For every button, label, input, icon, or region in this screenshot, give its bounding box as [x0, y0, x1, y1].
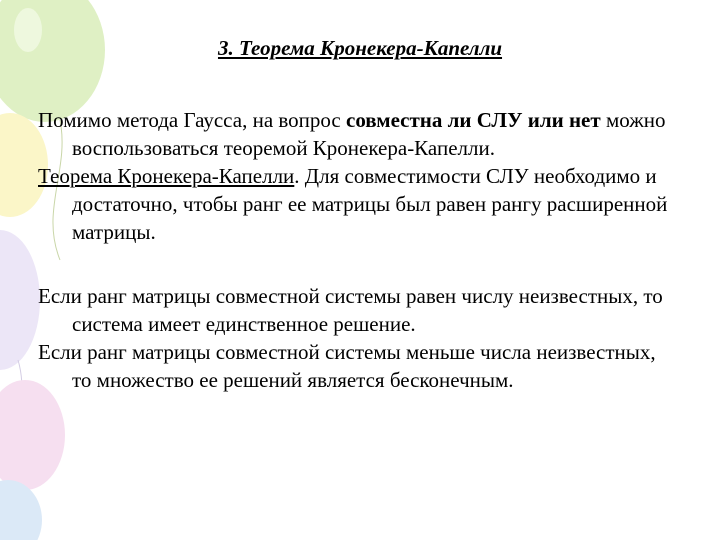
balloon-pink — [0, 380, 65, 490]
slide-body — [38, 106, 678, 394]
theorem-term: Теорема Кронекера-Капелли — [38, 164, 295, 188]
balloon-purple — [0, 230, 40, 370]
bold-question: совместна ли СЛУ или нет — [346, 108, 601, 132]
balloon-green — [0, 0, 105, 122]
spacer — [38, 246, 678, 282]
paragraph-unique-solution: Если ранг матрицы совместной системы равен числу неизвестных, то система имеет единственное решение. — [38, 284, 663, 336]
slide-title: 3. Теорема Кронекера-Капелли — [217, 36, 503, 60]
paragraph-infinite-solutions: Если ранг матрицы совместной системы меньше числа неизвестных, то множество ее решений является бесконечным. — [38, 340, 656, 392]
paragraph-gauss-method: Помимо метода Гаусса, на вопрос совместна ли СЛУ или нет можно воспользоваться теоремой Кронекера-Капелли. — [38, 108, 666, 160]
paragraph-theorem: Теорема Кронекера-Капелли. Для совместимости СЛУ необходимо и достаточно, чтобы ранг ее матрицы был равен рангу расширенной матрицы. — [38, 164, 668, 244]
balloon-blue — [0, 480, 42, 540]
